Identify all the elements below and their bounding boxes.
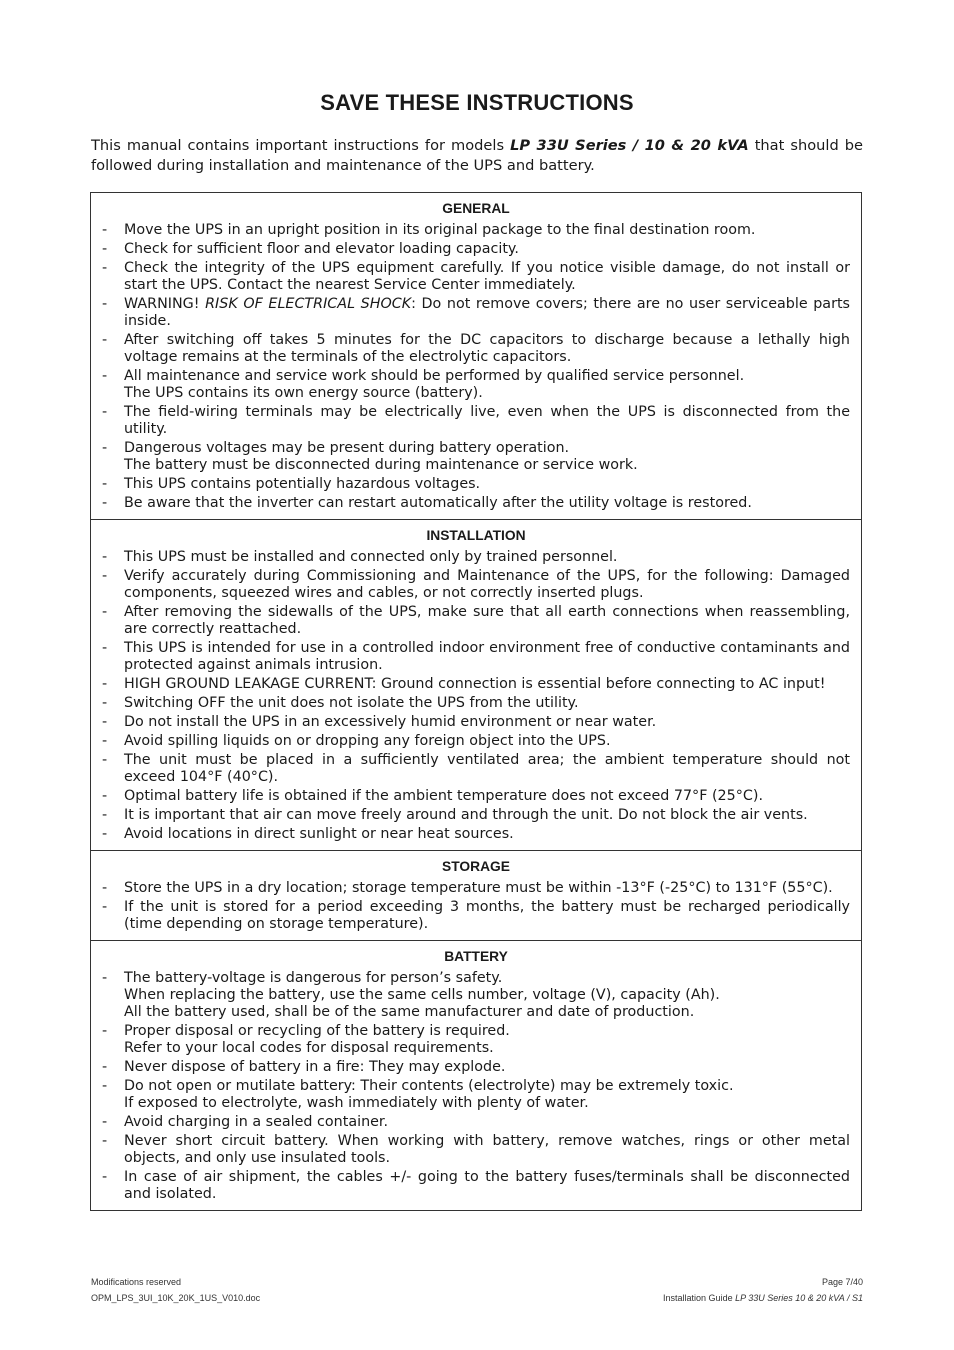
model-name: LP 33U Series / 10 & 20 kVA (510, 137, 749, 154)
list-item: - This UPS is intended for use in a controlled indoor environment free of conductive contaminants and protected against animals intrusion. (102, 640, 850, 674)
list-item: - Store the UPS in a dry location; storage temperature must be within -13°F (-25°C) to 131°F (55°C). (102, 880, 850, 897)
list-item: - If the unit is stored for a period exceeding 3 months, the battery must be recharged periodically (time depending on storage temperature). (102, 899, 850, 933)
section-title-battery: BATTERY (444, 949, 508, 964)
list-item: - Avoid spilling liquids on or dropping any foreign object into the UPS. (102, 733, 850, 750)
list-item-warning: - WARNING! RISK OF ELECTRICAL SHOCK: Do not remove covers; there are no user serviceable parts inside. (102, 296, 850, 330)
list-item: - All maintenance and service work should be performed by qualified service personnel. The UPS contains its own energy source (battery). (102, 368, 850, 402)
list-item: - This UPS must be installed and connected only by trained personnel. (102, 549, 850, 566)
section-installation (91, 519, 861, 850)
list-item: - Move the UPS in an upright position in its original package to the final destination room. (102, 222, 850, 239)
list-item: - Verify accurately during Commissioning and Maintenance of the UPS, for the following: Damaged components, squeezed wires and cables, or not correctly inserted plugs. (102, 568, 850, 602)
page-title: SAVE THESE INSTRUCTIONS (320, 90, 634, 115)
footer-doc-id: OPM_LPS_3UI_10K_20K_1US_V010.doc (91, 1293, 261, 1303)
list-item: - Switching OFF the unit does not isolate the UPS from the utility. (102, 695, 850, 712)
intro-paragraph: This manual contains important instructions for models LP 33U Series / 10 & 20 kVA that should be followed during installation and maintenance of the UPS and battery. (91, 137, 863, 174)
section-title-general: GENERAL (442, 201, 510, 216)
section-title-storage: STORAGE (442, 859, 510, 874)
list-item: - This UPS contains potentially hazardous voltages. (102, 476, 850, 493)
list-item: - Dangerous voltages may be present during battery operation. The battery must be disconnected during maintenance or service work. (102, 440, 850, 474)
footer-guide: Installation Guide LP 33U Series 10 & 20 kVA / S1 (663, 1293, 863, 1303)
list-item: - After switching off takes 5 minutes for the DC capacitors to discharge because a lethally high voltage remains at the terminals of the electrolytic capacitors. (102, 332, 850, 366)
list-item: - Do not install the UPS in an excessively humid environment or near water. (102, 714, 850, 731)
section-storage (91, 850, 861, 940)
section-general (91, 193, 861, 519)
section-battery (91, 940, 861, 1210)
list-item: - The unit must be placed in a sufficiently ventilated area; the ambient temperature should not exceed 104°F (40°C). (102, 752, 850, 786)
list-item: - Do not open or mutilate battery: Their contents (electrolyte) may be extremely toxic. If exposed to electrolyte, wash immediately with plenty of water. (102, 1078, 850, 1112)
list-item: - Proper disposal or recycling of the battery is required. Refer to your local codes for disposal requirements. (102, 1023, 850, 1057)
list-item: - Never short circuit battery. When working with battery, remove watches, rings or other metal objects, and only use insulated tools. (102, 1133, 850, 1167)
list-item: - Check the integrity of the UPS equipment carefully. If you notice visible damage, do not install or start the UPS. Contact the nearest Service Center immediately. (102, 260, 850, 294)
list-item: - Check for sufficient floor and elevator loading capacity. (102, 241, 850, 258)
list-item: - Avoid charging in a sealed container. (102, 1114, 850, 1131)
footer-modifications: Modifications reserved (91, 1277, 182, 1287)
list-item: - The battery-voltage is dangerous for person’s safety. When replacing the battery, use the same cells number, voltage (V), capacity (Ah). All the battery used, shall be of the same manufacturer and date of production. (102, 970, 850, 1021)
list-item: - HIGH GROUND LEAKAGE CURRENT: Ground connection is essential before connecting to AC input! (102, 676, 850, 693)
list-item: - Avoid locations in direct sunlight or near heat sources. (102, 826, 850, 843)
list-item: - Never dispose of battery in a fire: They may explode. (102, 1059, 850, 1076)
list-item: - Be aware that the inverter can restart automatically after the utility voltage is restored. (102, 495, 850, 512)
list-item: - After removing the sidewalls of the UPS, make sure that all earth connections when reassembling, are correctly reattached. (102, 604, 850, 638)
footer-page-number: Page 7/40 (821, 1277, 863, 1287)
instructions-table (90, 192, 862, 1211)
list-item: - The field-wiring terminals may be electrically live, even when the UPS is disconnected from the utility. (102, 404, 850, 438)
list-item: - In case of air shipment, the cables +/- going to the battery fuses/terminals shall be disconnected and isolated. (102, 1169, 850, 1203)
list-item: - It is important that air can move freely around and through the unit. Do not block the air vents. (102, 807, 850, 824)
section-title-installation: INSTALLATION (426, 528, 526, 543)
list-item: - Optimal battery life is obtained if the ambient temperature does not exceed 77°F (25°C). (102, 788, 850, 805)
